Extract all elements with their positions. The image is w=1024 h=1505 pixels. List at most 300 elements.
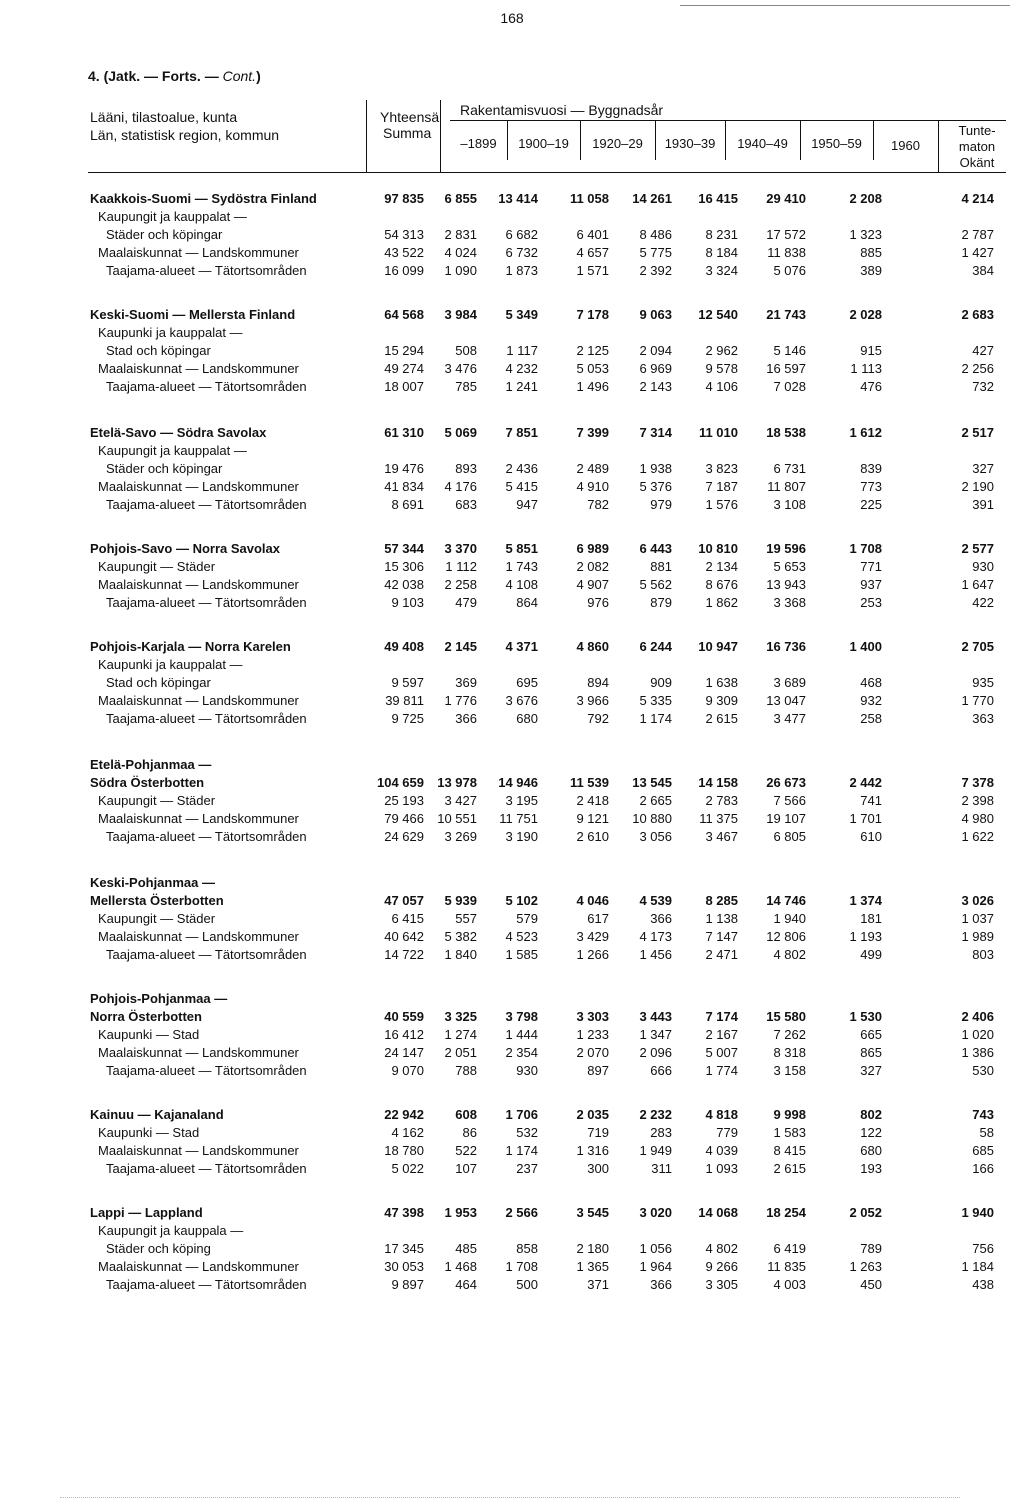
cell-value: 366 [455, 711, 477, 726]
cell-value: 1 117 [506, 343, 538, 358]
cell-value: 1 323 [849, 227, 882, 242]
row-label: Keski-Suomi — Mellersta Finland [90, 307, 296, 322]
cell-value: 464 [455, 1277, 477, 1292]
cell-value: 915 [860, 343, 882, 358]
row-label: Lappi — Lappland [90, 1205, 203, 1220]
cell-value: 1 184 [961, 1259, 994, 1274]
cell-value: 2 167 [705, 1027, 738, 1042]
table-row [0, 378, 1024, 396]
cell-value: 10 551 [437, 811, 477, 826]
cell-value: 29 410 [766, 191, 806, 206]
cell-value: 930 [972, 559, 994, 574]
cell-value: 6 805 [773, 829, 806, 844]
row-label: Maalaiskunnat — Landskommuner [98, 811, 299, 826]
cell-value: 14 722 [384, 947, 424, 962]
cell-value: 283 [650, 1125, 672, 1140]
cell-value: 2 615 [705, 711, 738, 726]
cell-value: 802 [860, 1107, 882, 1122]
cell-value: 3 467 [705, 829, 738, 844]
table-row [0, 478, 1024, 496]
col-divider [440, 100, 441, 172]
cell-value: 1 571 [576, 263, 609, 278]
cell-value: 49 274 [384, 361, 424, 376]
cell-value: 1 953 [444, 1205, 477, 1220]
cell-value: 5 053 [576, 361, 609, 376]
table-row [0, 1240, 1024, 1258]
cell-value: 3 305 [705, 1277, 738, 1292]
row-label: Kaupungit — Städer [98, 793, 216, 808]
cell-value: 1 316 [576, 1143, 609, 1158]
cell-value: 13 545 [632, 775, 672, 790]
cell-value: 61 310 [384, 425, 424, 440]
cell-value: 14 746 [766, 893, 806, 908]
cell-value: 947 [516, 497, 538, 512]
cell-value: 4 106 [705, 379, 738, 394]
cell-value: 9 578 [705, 361, 738, 376]
cell-value: 6 732 [505, 245, 538, 260]
region-label-fi: Lääni, tilastoalue, kunta [90, 109, 238, 125]
cell-value: 666 [650, 1063, 672, 1078]
cell-value: 40 642 [384, 929, 424, 944]
cell-value: 7 378 [961, 775, 994, 790]
cell-value: 3 545 [576, 1205, 609, 1220]
table-row [0, 1008, 1024, 1026]
cell-value: 10 880 [632, 811, 672, 826]
cell-value: 3 966 [576, 693, 609, 708]
row-label: Taajama-alueet — Tätortsområden [106, 263, 307, 278]
cell-value: 1 873 [505, 263, 538, 278]
cell-value: 4 818 [705, 1107, 738, 1122]
cell-value: 2 143 [639, 379, 672, 394]
table-row [0, 1160, 1024, 1178]
cell-value: 2 035 [576, 1107, 609, 1122]
cell-value: 719 [587, 1125, 609, 1140]
table-row [0, 892, 1024, 910]
cell-value: 16 099 [384, 263, 424, 278]
table-row [0, 792, 1024, 810]
cell-value: 427 [972, 343, 994, 358]
table-row [0, 946, 1024, 964]
cell-value: 4 371 [505, 639, 538, 654]
cell-value: 1 583 [773, 1125, 806, 1140]
cell-value: 8 184 [705, 245, 738, 260]
cell-value: 9 103 [391, 595, 424, 610]
cell-value: 3 158 [773, 1063, 806, 1078]
cell-value: 1 840 [444, 947, 477, 962]
cell-value: 54 313 [384, 227, 424, 242]
row-label: Kaupungit ja kauppala — [98, 1223, 244, 1238]
row-label: Städer och köpingar [106, 227, 223, 242]
cell-value: 450 [860, 1277, 882, 1292]
cell-value: 41 834 [384, 479, 424, 494]
cell-value: 4 860 [576, 639, 609, 654]
cell-value: 327 [972, 461, 994, 476]
cell-value: 1 365 [576, 1259, 609, 1274]
cell-value: 258 [860, 711, 882, 726]
table-row [0, 594, 1024, 612]
cell-value: 7 147 [705, 929, 738, 944]
row-label: Etelä-Savo — Södra Savolax [90, 425, 267, 440]
cell-value: 17 572 [766, 227, 806, 242]
cell-value: 785 [455, 379, 477, 394]
cell-value: 894 [587, 675, 609, 690]
cell-value: 1 056 [639, 1241, 672, 1256]
cell-value: 49 408 [384, 639, 424, 654]
cell-value: 499 [860, 947, 882, 962]
cell-value: 1 940 [961, 1205, 994, 1220]
cell-value: 19 596 [766, 541, 806, 556]
cell-value: 4 980 [961, 811, 994, 826]
table-row [0, 1106, 1024, 1124]
cell-value: 864 [516, 595, 538, 610]
table-caption [88, 68, 261, 84]
table-row [0, 208, 1024, 226]
cell-value: 363 [972, 711, 994, 726]
cell-value: 2 418 [576, 793, 609, 808]
cell-value: 5 076 [773, 263, 806, 278]
cell-value: 166 [972, 1161, 994, 1176]
table-row [0, 460, 1024, 478]
cell-value: 865 [860, 1045, 882, 1060]
cell-value: 508 [455, 343, 477, 358]
row-label: Taajama-alueet — Tätortsområden [106, 497, 307, 512]
cell-value: 369 [455, 675, 477, 690]
table-row [0, 226, 1024, 244]
cell-value: 4 003 [773, 1277, 806, 1292]
cell-value: 976 [587, 595, 609, 610]
cell-value: 2 566 [505, 1205, 538, 1220]
row-label: Maalaiskunnat — Landskommuner [98, 1045, 299, 1060]
cell-value: 3 429 [576, 929, 609, 944]
cell-value: 2 028 [849, 307, 882, 322]
caption-close: ) [256, 68, 261, 84]
cell-value: 937 [860, 577, 882, 592]
cell-value: 773 [860, 479, 882, 494]
cell-value: 3 108 [773, 497, 806, 512]
col-header-unknown-fi2: maton [958, 139, 996, 154]
cell-value: 3 195 [505, 793, 538, 808]
row-label: Kaupunki ja kauppalat — [98, 657, 243, 672]
cell-value: 3 190 [505, 829, 538, 844]
cell-value: 4 024 [444, 245, 477, 260]
cell-value: 8 486 [639, 227, 672, 242]
cell-value: 5 562 [639, 577, 672, 592]
cell-value: 13 943 [766, 577, 806, 592]
cell-value: 771 [860, 559, 882, 574]
cell-value: 2 615 [773, 1161, 806, 1176]
cell-value: 13 978 [437, 775, 477, 790]
cell-value: 1 090 [444, 263, 477, 278]
cell-value: 3 026 [961, 893, 994, 908]
cell-value: 2 517 [961, 425, 994, 440]
cell-value: 6 415 [391, 911, 424, 926]
table-row [0, 190, 1024, 208]
cell-value: 11 010 [698, 425, 738, 440]
cell-value: 11 807 [767, 479, 806, 494]
cell-value: 9 725 [391, 711, 424, 726]
cell-value: 11 838 [767, 245, 806, 260]
cell-value: 5 382 [444, 929, 477, 944]
cell-value: 1 585 [505, 947, 538, 962]
table-row [0, 874, 1024, 892]
cell-value: 557 [455, 911, 477, 926]
cell-value: 11 539 [569, 775, 609, 790]
cell-value: 1 174 [639, 711, 672, 726]
cell-value: 3 477 [773, 711, 806, 726]
cell-value: 5 022 [391, 1161, 424, 1176]
cell-value: 3 984 [444, 307, 477, 322]
cell-value: 1 274 [444, 1027, 477, 1042]
cell-value: 8 231 [705, 227, 738, 242]
cell-value: 530 [972, 1063, 994, 1078]
cell-value: 7 187 [705, 479, 738, 494]
cell-value: 1 037 [961, 911, 994, 926]
cell-value: 4 176 [444, 479, 477, 494]
cell-value: 9 121 [576, 811, 609, 826]
cell-value: 476 [860, 379, 882, 394]
row-label: Kaakkois-Suomi — Sydöstra Finland [90, 191, 317, 206]
cell-value: 4 046 [576, 893, 609, 908]
cell-value: 1 374 [849, 893, 882, 908]
table-row [0, 442, 1024, 460]
row-label: Taajama-alueet — Tätortsområden [106, 1063, 307, 1078]
cell-value: 2 232 [639, 1107, 672, 1122]
cell-value: 3 020 [639, 1205, 672, 1220]
cell-value: 680 [516, 711, 538, 726]
cell-value: 7 174 [705, 1009, 738, 1024]
bottom-rule [60, 1497, 960, 1498]
cell-value: 879 [650, 595, 672, 610]
row-label: Kaupunki ja kauppalat — [98, 325, 243, 340]
table-row [0, 1026, 1024, 1044]
region-label-sv: Län, statistisk region, kommun [90, 127, 280, 143]
table-row [0, 810, 1024, 828]
cell-value: 1 020 [961, 1027, 994, 1042]
cell-value: 43 522 [384, 245, 424, 260]
row-label: Kaupungit ja kauppalat — [98, 209, 247, 224]
cell-value: 756 [972, 1241, 994, 1256]
cell-value: 1 612 [849, 425, 882, 440]
cell-value: 12 540 [698, 307, 738, 322]
cell-value: 253 [860, 595, 882, 610]
row-label: Pohjois-Savo — Norra Savolax [90, 541, 281, 556]
table-row [0, 342, 1024, 360]
col-header: –1899 [460, 136, 497, 151]
caption-cont: Cont. [222, 68, 257, 84]
cell-value: 64 568 [384, 307, 424, 322]
row-label: Maalaiskunnat — Landskommuner [98, 361, 299, 376]
cell-value: 2 082 [576, 559, 609, 574]
cell-value: 5 349 [505, 307, 538, 322]
cell-value: 1 456 [639, 947, 672, 962]
cell-value: 79 466 [384, 811, 424, 826]
row-label: Taajama-alueet — Tätortsområden [106, 595, 307, 610]
cell-value: 4 910 [576, 479, 609, 494]
cell-value: 16 597 [766, 361, 806, 376]
cell-value: 743 [972, 1107, 994, 1122]
cell-value: 5 007 [705, 1045, 738, 1060]
table-row [0, 1062, 1024, 1080]
cell-value: 782 [587, 497, 609, 512]
total-label-fi: Yhteensä [380, 109, 440, 125]
cell-value: 5 653 [773, 559, 806, 574]
cell-value: 24 629 [384, 829, 424, 844]
cell-value: 1 093 [705, 1161, 738, 1176]
cell-value: 741 [860, 793, 882, 808]
cell-value: 366 [650, 911, 672, 926]
cell-value: 7 566 [773, 793, 806, 808]
cell-value: 5 146 [773, 343, 806, 358]
cell-value: 2 442 [849, 775, 882, 790]
cell-value: 4 232 [505, 361, 538, 376]
cell-value: 4 162 [391, 1125, 424, 1140]
cell-value: 9 063 [639, 307, 672, 322]
cell-value: 779 [716, 1125, 738, 1140]
cell-value: 6 969 [639, 361, 672, 376]
table-row [0, 262, 1024, 280]
cell-value: 3 476 [444, 361, 477, 376]
cell-value: 9 070 [391, 1063, 424, 1078]
col-divider [366, 100, 367, 172]
cell-value: 57 344 [384, 541, 424, 556]
cell-value: 1 638 [705, 675, 738, 690]
cell-value: 2 436 [505, 461, 538, 476]
cell-value: 122 [860, 1125, 882, 1140]
group-label: Rakentamisvuosi — Byggnadsår [460, 102, 664, 118]
cell-value: 2 256 [961, 361, 994, 376]
cell-value: 13 047 [766, 693, 806, 708]
cell-value: 366 [650, 1277, 672, 1292]
top-rule [680, 5, 1010, 6]
cell-value: 2 577 [961, 541, 994, 556]
cell-value: 732 [972, 379, 994, 394]
row-label: Pohjois-Pohjanmaa — [90, 991, 228, 1006]
cell-value: 789 [860, 1241, 882, 1256]
table-row [0, 1204, 1024, 1222]
cell-value: 579 [516, 911, 538, 926]
cell-value: 19 107 [766, 811, 806, 826]
col-header: 1930–39 [664, 136, 716, 151]
row-label: Taajama-alueet — Tätortsområden [106, 829, 307, 844]
cell-value: 7 851 [505, 425, 538, 440]
row-label: Maalaiskunnat — Landskommuner [98, 479, 299, 494]
cell-value: 193 [860, 1161, 882, 1176]
cell-value: 1 949 [639, 1143, 672, 1158]
cell-value: 97 835 [384, 191, 424, 206]
cell-value: 104 659 [377, 775, 424, 790]
cell-value: 3 269 [444, 829, 477, 844]
row-label: Taajama-alueet — Tätortsområden [106, 711, 307, 726]
cell-value: 6 682 [505, 227, 538, 242]
cell-value: 893 [455, 461, 477, 476]
cell-value: 932 [860, 693, 882, 708]
cell-value: 40 559 [384, 1009, 424, 1024]
cell-value: 1 113 [850, 361, 882, 376]
cell-value: 6 855 [444, 191, 477, 206]
cell-value: 7 178 [576, 307, 609, 322]
cell-value: 5 102 [505, 893, 538, 908]
cell-value: 2 392 [639, 263, 672, 278]
cell-value: 9 266 [705, 1259, 738, 1274]
cell-value: 1 940 [773, 911, 806, 926]
cell-value: 5 335 [639, 693, 672, 708]
table-row [0, 540, 1024, 558]
col-header-unknown-sv: Okänt [959, 155, 995, 170]
cell-value: 181 [860, 911, 882, 926]
col-header-unknown-fi: Tunte- [958, 123, 996, 138]
cell-value: 608 [455, 1107, 477, 1122]
cell-value: 11 058 [569, 191, 609, 206]
row-label: Maalaiskunnat — Landskommuner [98, 1259, 299, 1274]
cell-value: 1 770 [961, 693, 994, 708]
col-header: 1940–49 [737, 136, 788, 151]
cell-value: 5 376 [639, 479, 672, 494]
cell-value: 327 [860, 1063, 882, 1078]
cell-value: 14 261 [632, 191, 672, 206]
col-header: 1900–19 [518, 136, 569, 151]
cell-value: 2 190 [961, 479, 994, 494]
cell-value: 47 057 [384, 893, 424, 908]
cell-value: 8 691 [391, 497, 424, 512]
cell-value: 1 386 [961, 1045, 994, 1060]
table-row [0, 1222, 1024, 1240]
cell-value: 422 [972, 595, 994, 610]
cell-value: 897 [587, 1063, 609, 1078]
cell-value: 2 705 [961, 639, 994, 654]
cell-value: 1 989 [961, 929, 994, 944]
cell-value: 9 309 [705, 693, 738, 708]
table-row [0, 1142, 1024, 1160]
cell-value: 4 173 [639, 929, 672, 944]
table-row [0, 990, 1024, 1008]
cell-value: 2 094 [639, 343, 672, 358]
cell-value: 24 147 [384, 1045, 424, 1060]
cell-value: 2 683 [961, 307, 994, 322]
table-row [0, 656, 1024, 674]
row-label: Etelä-Pohjanmaa — [90, 757, 212, 772]
cell-value: 10 947 [698, 639, 738, 654]
cell-value: 1 496 [576, 379, 609, 394]
cell-value: 2 134 [705, 559, 738, 574]
cell-value: 680 [860, 1143, 882, 1158]
cell-value: 11 751 [499, 811, 538, 826]
cell-value: 1 706 [505, 1107, 538, 1122]
cell-value: 15 294 [384, 343, 424, 358]
table-row [0, 1276, 1024, 1294]
cell-value: 1 776 [444, 693, 477, 708]
group-rule [450, 120, 1006, 121]
cell-value: 8 415 [773, 1143, 806, 1158]
cell-value: 17 345 [384, 1241, 424, 1256]
cell-value: 14 946 [498, 775, 538, 790]
table-row [0, 496, 1024, 514]
row-label: Kaupungit — Städer [98, 911, 216, 926]
cell-value: 1 347 [639, 1027, 672, 1042]
cell-value: 788 [455, 1063, 477, 1078]
cell-value: 2 096 [639, 1045, 672, 1060]
cell-value: 4 802 [705, 1241, 738, 1256]
cell-value: 3 056 [639, 829, 672, 844]
cell-value: 11 375 [699, 811, 738, 826]
cell-value: 2 787 [961, 227, 994, 242]
cell-value: 935 [972, 675, 994, 690]
cell-value: 2 398 [961, 793, 994, 808]
cell-value: 885 [860, 245, 882, 260]
table-row [0, 928, 1024, 946]
cell-value: 1 263 [849, 1259, 882, 1274]
cell-value: 2 665 [639, 793, 672, 808]
cell-value: 3 676 [505, 693, 538, 708]
